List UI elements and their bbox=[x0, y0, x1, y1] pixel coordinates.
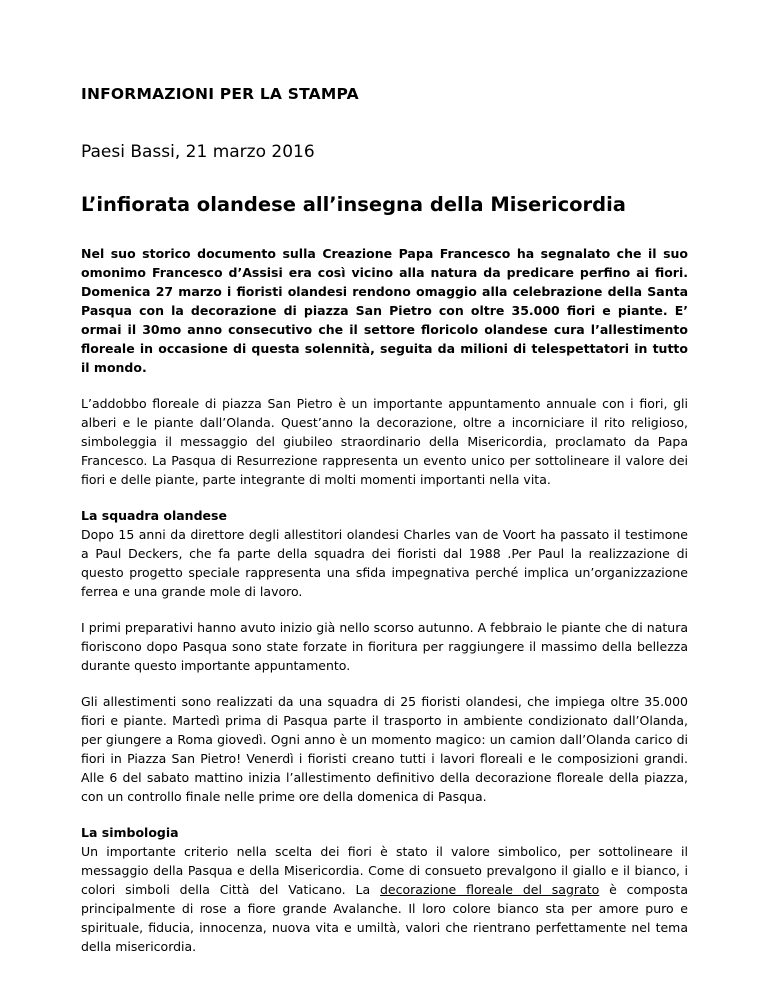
headline: L’infiorata olandese all’insegna della Misericordia bbox=[81, 193, 626, 216]
sagrato-link[interactable]: decorazione floreale del sagrato bbox=[380, 882, 600, 897]
section-title-squadra: La squadra olandese bbox=[81, 508, 227, 523]
section-squadra bbox=[81, 506, 688, 601]
section-text-squadra: Dopo 15 anni da direttore degli allestitori olandesi Charles van de Voort ha passato il testimone a Paul Deckers, che fa parte della squadra dei fioristi dal 1988 .Per Paul la realizzazione di questo progetto speciale rappresenta una sfida impegnativa perché implica un’organizzazione ferrea e una grande mole di lavoro. bbox=[81, 527, 688, 599]
section-text-simbologia-after: è composta principalmente di rose a fiore grande Avalanche. Il loro colore bianco sta per amore puro e spirituale, fiducia, innocenza, nuova vita e umiltà, valori che rientrano perfettamente nel tema della misericordia. bbox=[81, 882, 688, 954]
body-paragraph-3: Gli allestimenti sono realizzati da una squadra di 25 fioristi olandesi, che impiega oltre 35.000 fiori e piante. Martedì prima di Pasqua parte il trasporto in ambiente condizionato dall’Olanda, per giungere a Roma giovedì. Ogni anno è un momento magico: un camion dall’Olanda carico di fiori in Piazza San Pietro! Venerdì i fioristi creano tutti i lavori floreali e le composizioni grandi. Alle 6 del sabato mattino inizia l’allestimento definitivo della decorazione floreale della piazza, con un controllo finale nelle prime ore della domenica di Pasqua. bbox=[81, 694, 688, 804]
body-paragraph-1: L’addobbo floreale di piazza San Pietro è un importante appuntamento annuale con i fiori, gli alberi e le piante dall’Olanda. Quest’anno la decorazione, oltre a incorniciare il rito religioso, simboleggia il messaggio del giubileo straordinario della Misericordia, proclamato da Papa Francesco. La Pasqua di Resurrezione rappresenta un evento unico per sottolineare il valore dei fiori e delle piante, parte integrante di molti momenti importanti nella vita. bbox=[81, 396, 688, 487]
body-paragraph-2: I primi preparativi hanno avuto inizio già nello scorso autunno. A febbraio le piante che di natura fioriscono dopo Pasqua sono state forzate in fioritura per raggiungere il massimo della bellezza durante questo importante appuntamento. bbox=[81, 620, 688, 673]
article-body bbox=[81, 244, 688, 973]
dateline: Paesi Bassi, 21 marzo 2016 bbox=[81, 142, 315, 162]
section-text-simbologia-before: Un importante criterio nella scelta dei fiori è stato il valore simbolico, per sottolineare il messaggio della Pasqua e della Misericordia. Come di consueto prevalgono il giallo e il bianco, i colori simboli della Città del Vaticano. La bbox=[81, 844, 688, 897]
press-header: INFORMAZIONI PER LA STAMPA bbox=[81, 85, 359, 103]
lead-paragraph: Nel suo storico documento sulla Creazione Papa Francesco ha segnalato che il suo omonimo Francesco d’Assisi era così vicino alla natura da predicare perfino ai fiori. Domenica 27 marzo i fioristi olandesi rendono omaggio alla celebrazione della Santa Pasqua con la decorazione di piazza San Pietro con oltre 35.000 fiori e piante. E’ ormai il 30mo anno consecutivo che il settore floricolo olandese cura l’allestimento floreale in occasione di questa solennità, seguita da milioni di telespettatori in tutto il mondo. bbox=[81, 246, 688, 375]
section-title-simbologia: La simbologia bbox=[81, 825, 179, 840]
section-simbologia bbox=[81, 823, 688, 956]
